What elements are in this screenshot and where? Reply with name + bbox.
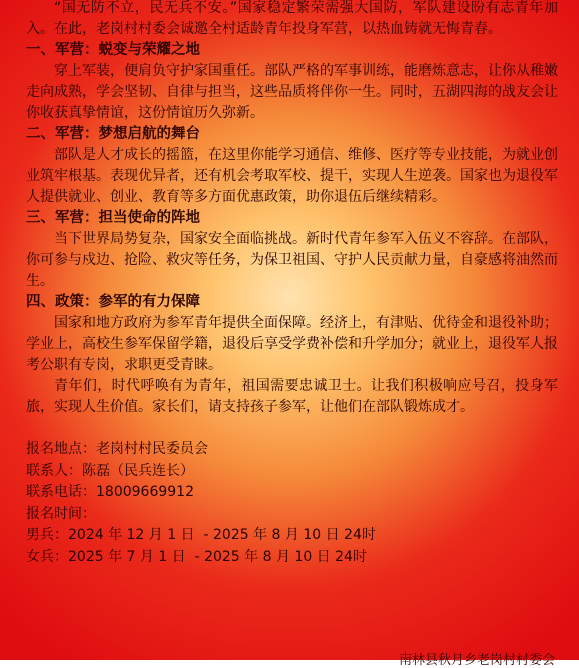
intro-paragraph: “国无防不立，民无兵不安。”国家稳定繁荣需强大国防，军队建设盼有志青年加入。在此，老岗村村委会诚邀全村适龄青年投身军营，以热血铸就无悔青春。 — [26, 0, 558, 37]
registration-time-label: 报名时间： — [26, 505, 96, 522]
section-4-paragraph: 国家和地方政府为参军青年提供全面保障。经济上，有津贴、优待金和退役补助；学业上，高校生参军保留学籍，退役后享受学费补偿和升学加分；就业上，退役军人报考公职有专岗，求职更受青睐。 — [26, 315, 558, 373]
contact-block — [26, 439, 558, 568]
issuer-footer: 南林县秋月乡老岗村村委会 — [398, 653, 555, 668]
section-heading-3: 三、军营：担当使命的阵地 — [26, 210, 200, 226]
contact-phone: 联系电话：18009669912 — [26, 484, 194, 500]
section-2-paragraph: 部队是人才成长的摇篮，在这里你能学习通信、维修、医疗等专业技能，为就业创业筑牢根基。表现优异者，还有机会考取军校、提干，实现人生逆袭。国家也为退役军人提供就业、创业、教育等多方面优惠政策，助你退伍后继续精彩。 — [26, 147, 558, 205]
section-heading-4: 四、政策：参军的有力保障 — [26, 294, 200, 310]
male-registration-period: 男兵：2024 年 12 月 1 日 - 2025 年 8 月 10 日 24时 — [26, 527, 376, 543]
contact-person: 联系人：陈磊（民兵连长） — [26, 462, 194, 479]
section-3-paragraph: 当下世界局势复杂，国家安全面临挑战。新时代青年参军入伍义不容辞。在部队，你可参与戍边、抢险、救灾等任务，为保卫祖国、守护人民贡献力量，自豪感将油然而生。 — [26, 231, 558, 289]
section-heading-2: 二、军营：梦想启航的舞台 — [26, 126, 200, 142]
closing-paragraph: 青年们，时代呼唤有为青年，祖国需要忠诚卫士。让我们积极响应号召，投身军旅，实现人生价值。家长们，请支持孩子参军，让他们在部队锻炼成才。 — [26, 378, 558, 415]
female-registration-period: 女兵：2025 年 7 月 1 日 - 2025 年 8 月 10 日 24时 — [26, 548, 367, 565]
section-heading-1: 一、军营：蜕变与荣耀之地 — [26, 42, 200, 58]
registration-location: 报名地点：老岗村村民委员会 — [26, 441, 208, 457]
section-1-paragraph: 穿上军装，便肩负守护家国重任。部队严格的军事训练，能磨炼意志，让你从稚嫩走向成熟，学会坚韧、自律与担当，这些品质将伴你一生。同时，五湖四海的战友会让你收获真挚情谊，这份情谊历久弥新。 — [26, 63, 558, 121]
poster-content — [26, 0, 558, 568]
